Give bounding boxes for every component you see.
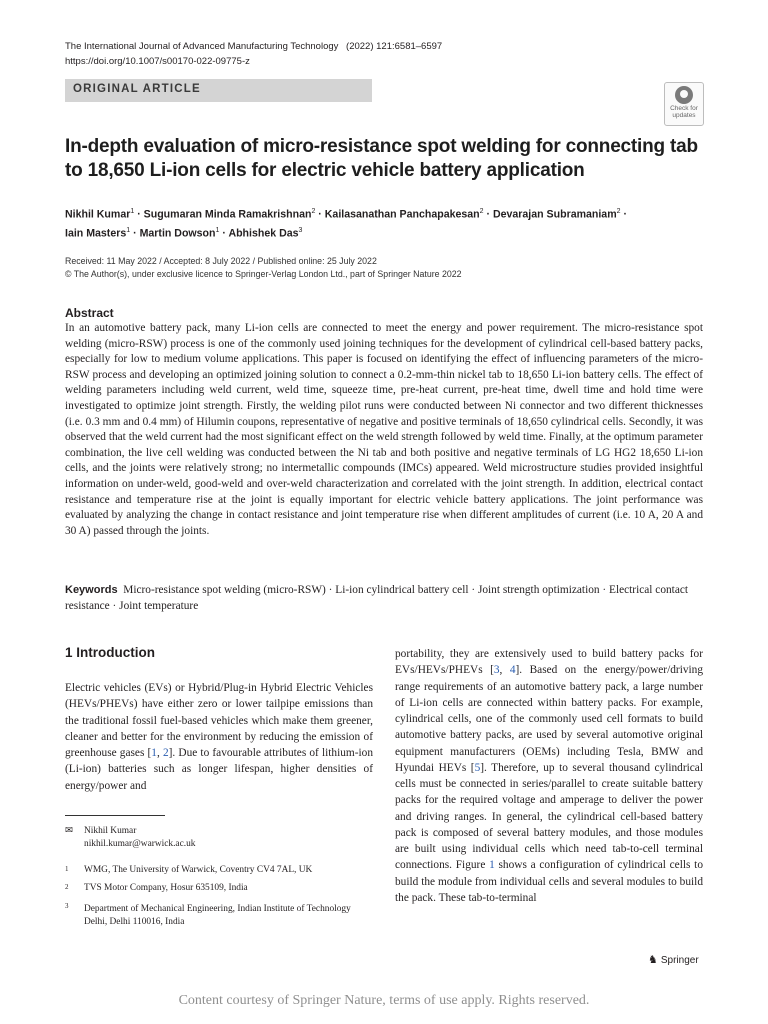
body-column-left [65, 680, 373, 794]
citation-link[interactable]: 2 [162, 747, 169, 759]
section-heading-introduction: 1 Introduction [65, 645, 155, 660]
affiliation-number: 3 [65, 902, 69, 910]
affiliation-text: TVS Motor Company, Hosur 635109, India [84, 883, 248, 893]
keywords-text: Micro-resistance spot welding (micro-RSW) · Li-ion cylindrical battery cell · Joint strength optimization · Electrical contact resistance · Joint temperature [65, 584, 689, 612]
keywords-label: Keywords [65, 584, 118, 596]
doi-link[interactable]: https://doi.org/10.1007/s00170-022-09775-z [65, 56, 250, 67]
abstract-text: In an automotive battery pack, many Li-ion cells are connected to meet the energy and power requirement. The micro-resistance spot welding (micro-RSW) process is one of the commonly used joining techniques for the development of cylindrical cell-based battery packs, especially for low to medium volume applications. This paper is focused on identifying the effect of influencing parameters of the micro-RSW process and developing an optimized joining solution to connect a 0.2-mm-thin nickel tab to 18,650 Li-ion battery cells. The effect of welding parameters including weld current, weld time, squeeze time, pre-heat current, pre-heat time, dwell time and hold time were investigated to optimize joint strength. Firstly, the welding pilot runs were conducted between Ni connector and two different thicknesses (i.e. 0.3 mm and 0.4 mm) of Hilumin coupons, representative of negative and positive terminals of 18,650 cylindrical cells. Secondly, it was observed that the weld current had the most significant effect on the weld strength followed by weld time. Finally, at the optimum parameter combination, the live cell welding was conducted between the Ni tab and both positive and negative terminals of LG HG2 18,650 Li-ion cells, and the joints were relatively strong; no intermetallic compounds (IMCs) appeared. Weld microstructure studies provided insightful information on under-weld, good-weld and over-weld characterization and correlated with the joint strength. In addition, electrical contact resistance and temperature rise at the joint is equally important for electric vehicle battery applications. The joint performance was evaluated by analyzing the change in contact resistance and joint temperature rise when different amplitudes of current (i.e. 10 A, 20 A and 30 A) passed through the joints. [65, 322, 703, 537]
citation-separator: , [499, 664, 510, 677]
corresponding-email[interactable]: nikhil.kumar@warwick.ac.uk [84, 839, 196, 849]
paragraph-text: Electric vehicles (EVs) or Hybrid/Plug-in Hybrid Electric Vehicles (HEVs/PHEVs) have either zero or lower tailpipe emissions than the traditional fossil fuel-based vehicles which make them greener, cleaner and better for the environment by reducing the emission of greenhouse gases [ [65, 682, 373, 759]
publisher-name: Springer [660, 955, 699, 966]
history-dates: Received: 11 May 2022 / Accepted: 8 July 2022 / Published online: 25 July 2022 [65, 256, 377, 266]
affiliation-mark: 1 [126, 226, 131, 234]
affiliation-mark: 1 [130, 208, 135, 215]
author-separator: · [315, 208, 325, 221]
affiliation-mark: 2 [311, 208, 316, 215]
citation-link[interactable]: 1 [151, 747, 157, 759]
affiliation-mark: 1 [215, 226, 220, 234]
affiliation-number: 2 [65, 883, 69, 891]
affiliation-mark: 2 [616, 208, 621, 215]
author-name[interactable]: Martin Dowson [139, 227, 216, 240]
author-separator: · [620, 208, 628, 221]
author-name[interactable]: Abhishek Das [228, 227, 299, 240]
abstract-heading: Abstract [65, 306, 114, 320]
author-name[interactable]: Devarajan Subramaniam [492, 208, 617, 221]
keywords [65, 582, 703, 614]
publication-dates [65, 255, 462, 281]
affiliation-text: Department of Mechanical Engineering, Indian Institute of Technology Delhi, Delhi 110016, India [84, 904, 351, 927]
paragraph-text: portability, they are extensively used to build battery packs for EVs/HEVs/PHEVs [ [395, 648, 703, 677]
author-separator: · [134, 208, 144, 221]
citation-link[interactable]: 4 [509, 664, 516, 677]
check-for-updates-button[interactable] [664, 82, 704, 126]
figure-link[interactable]: 1 [489, 859, 495, 872]
article-type-bar [65, 79, 372, 102]
citation-separator: , [156, 747, 163, 759]
body-column-right [395, 646, 703, 906]
envelope-icon: ✉ [65, 826, 73, 836]
citation-link[interactable]: 3 [493, 664, 500, 677]
journal-volume: (2022) 121:6581–6597 [346, 41, 443, 52]
author-name[interactable]: Iain Masters [65, 227, 127, 240]
author-list [65, 204, 715, 241]
author-name[interactable]: Nikhil Kumar [65, 208, 131, 221]
check-updates-icon [675, 86, 693, 104]
journal-name: The International Journal of Advanced Manufacturing Technology [65, 41, 339, 52]
check-updates-label: Check for updates [670, 105, 698, 119]
author-name[interactable]: Kailasanathan Panchapakesan [324, 208, 480, 221]
journal-header [65, 41, 442, 52]
courtesy-notice: Content courtesy of Springer Nature, terms of use apply. Rights reserved. [178, 993, 590, 1008]
paragraph-text: ]. Based on the energy/power/driving range requirements of an automotive battery pack, a large number of Li-ion cells are connected within battery packs. For example, cylindrical cells, one of the commonly used cell formats to build automotive battery packs, are used by several automotive original equipment manufacturers (OEMs) including Tesla, BMW and Hyundai HEVs [ [395, 664, 704, 774]
author-separator: · [219, 227, 229, 240]
affiliation-text: WMG, The University of Warwick, Coventry CV4 7AL, UK [84, 865, 313, 875]
paragraph-text: ]. Therefore, up to several thousand cylindrical cells must be connected in series/parallel to create suitable battery packs for the required voltage and amperage to deliver the power and driving ranges. In general, the cylindrical cell-based battery pack is composed of several battery modules, and those modules are built using individual cells which need tab-to-cell terminal connections. Figure [395, 761, 703, 872]
footnote-divider [65, 815, 165, 816]
author-separator: · [130, 227, 140, 240]
paragraph-text: shows a configuration of cylindrical cells to build the module from individual cells and several modules to build the pack. These tab-to-terminal [395, 859, 703, 904]
article-type-label: ORIGINAL ARTICLE [73, 83, 201, 95]
article-title: In-depth evaluation of micro-resistance spot welding for connecting tab to 18,650 Li-ion cells for electric vehicle battery application [65, 136, 698, 181]
copyright-line: © The Author(s), under exclusive licence to Springer-Verlag London Ltd., part of Springer Nature 2022 [65, 269, 462, 279]
affiliation-number: 1 [65, 865, 69, 873]
author-name[interactable]: Sugumaran Minda Ramakrishnan [143, 208, 312, 221]
paragraph-text: ]. Due to favourable attributes of lithium-ion (Li-ion) batteries such as longer lifespan, higher densities of energy/power and [65, 747, 374, 792]
author-separator: · [483, 208, 493, 221]
affiliation-mark: 2 [479, 208, 484, 215]
springer-logo [648, 953, 699, 966]
citation-link[interactable]: 5 [474, 761, 481, 774]
affiliation-mark: 3 [298, 226, 303, 234]
corresponding-author: Nikhil Kumar [84, 826, 137, 836]
horse-icon: ♞ [648, 954, 658, 966]
